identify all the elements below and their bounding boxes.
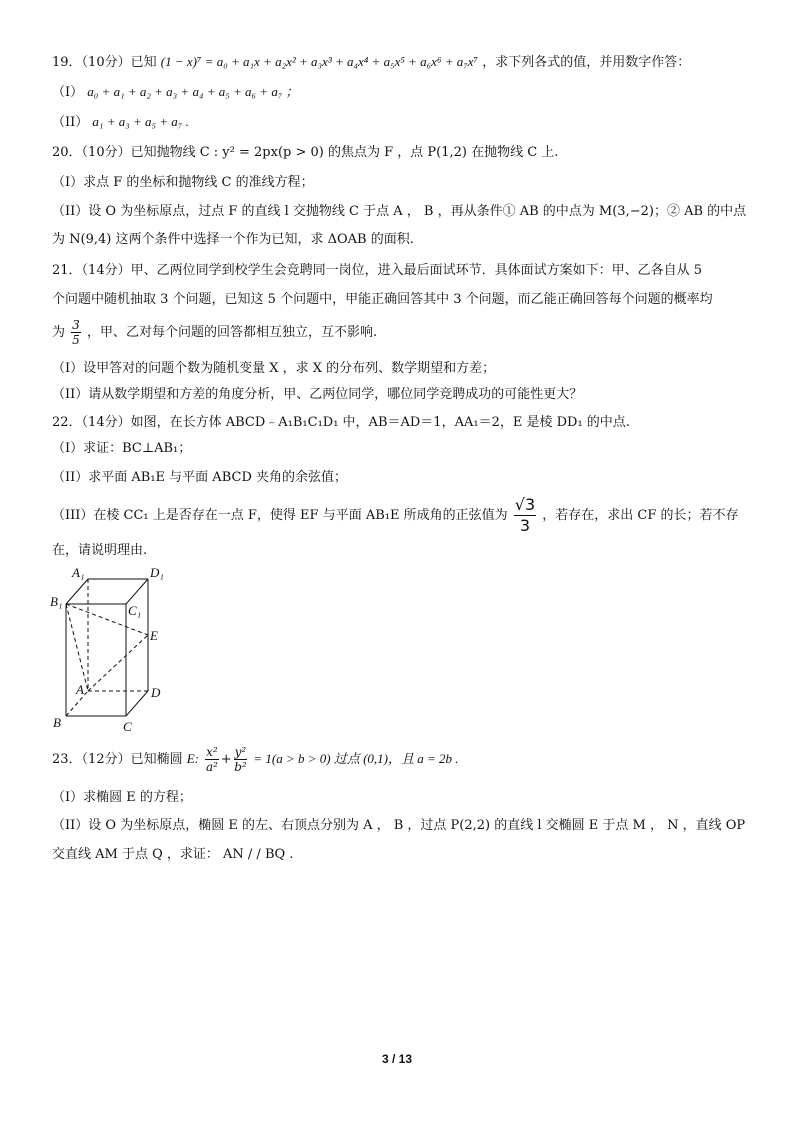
q22-stem: 22．（14分）如图，在长方体 ABCD﹣A₁B₁C₁D₁ 中，AB＝AD＝1，AA₁＝2，E 是棱 DD₁ 的中点. <box>52 415 630 430</box>
q21-stem-line2: 个问题中随机抽取 3 个问题，已知这 5 个问题中，甲能正确回答其中 3 个问题，而乙能正确回答每个问题的概率均 <box>52 292 713 307</box>
q22-part2: （II）求平面 AB₁E 与平面 ABCD 夹角的余弦值； <box>52 470 347 485</box>
q19-stem <box>52 52 754 73</box>
q19-tail: ，求下列各式的值，并用数字作答： <box>482 55 691 70</box>
q23-fraction-x <box>205 745 219 774</box>
q19-part2-expr: a₁ + a₃ + a₅ + a₇ . <box>92 114 189 129</box>
q20-stem: 20．（10分）已知抛物线 C : y² = 2px(p > 0) 的焦点为 F ，点 P(1,2) 在抛物线 C 上. <box>52 145 559 160</box>
q19-part1-expr: a₀ + a₁ + a₂ + a₃ + a₄ + a₅ + a₆ + a₇ ； <box>87 84 299 99</box>
q21-fraction-num: 3 <box>72 318 80 332</box>
q23-ellipse-name: E: <box>186 751 200 766</box>
label-D1: D₁ <box>150 566 164 580</box>
q23-head: 23．（12分）已知椭圆 <box>52 752 183 767</box>
q22-part3 <box>52 494 754 538</box>
q21-fraction <box>71 318 81 347</box>
q20-part1: （I）求点 F 的坐标和抛物线 C 的准线方程； <box>52 175 314 190</box>
label-D: D <box>151 685 161 700</box>
q19-part2-label: （II） <box>52 115 89 130</box>
label-B1: B₁ <box>50 594 63 609</box>
q21-line3-post: ，甲、乙对每个问题的回答都相互独立，互不影响. <box>86 325 378 340</box>
q23-fraction-y-num: y² <box>234 745 247 759</box>
label-B: B <box>53 715 61 730</box>
q23-stem: 23．（12分）已知椭圆 E: $\frac{\text{x²}}{\text{a²}}$ + $\frac{\text{y²}}{\text{b²}}$ = 1(a > b > 0) 过点 (0,1)，且 a = 2b . <box>52 745 459 774</box>
label-C: C <box>123 719 132 734</box>
segment-AE-hidden <box>88 635 148 691</box>
label-E: E <box>150 628 158 643</box>
q23-part2-line2: 交直线 AM 于点 Q ，求证： AN / / BQ . <box>52 847 294 862</box>
q22-part3-post: ，若存在，求出 CF 的长；若不存 <box>542 508 739 523</box>
q19-head: 19．（10分）已知 <box>52 55 157 70</box>
q19-part1 <box>52 82 754 103</box>
q21-stem-line3 <box>52 316 754 350</box>
q19-part1-label: （I） <box>52 85 84 100</box>
q21-part1: （I）设甲答对的问题个数为随机变量 X ，求 X 的分布列、数学期望和方差； <box>52 361 496 376</box>
q19-formula: (1 − x)⁷ = a₀ + a₁x + a₂x² + a₃x³ + a₄x⁴ + a₅x⁵ + a₆x⁶ + a₇x⁷ <box>160 54 479 69</box>
page-number: 3 / 13 <box>381 1052 413 1066</box>
q21-line3-pre: 为 <box>52 325 66 340</box>
q20-part2-line1: （II）设 O 为坐标原点，过点 F 的直线 l 交抛物线 C 于点 A ， B ，再从条件① AB 的中点为 M(3,−2)；② AB 的中点 <box>52 204 747 219</box>
q23-fraction-y <box>234 745 248 774</box>
q23-fraction-y-den: b² <box>234 760 247 774</box>
q23-ellipse-tail: = 1(a > b > 0) 过点 (0,1)，且 a = 2b . <box>253 751 459 766</box>
q22-sqrt-num: √3 <box>514 495 536 514</box>
q19-part2 <box>52 112 754 133</box>
q21-stem-line1: 21．（14分）甲、乙两位同学到校学生会竞聘同一岗位，进入最后面试环节．具体面试方案如下：甲、乙各自从 5 <box>52 263 702 278</box>
q21-part2: （II）请从数学期望和方差的角度分析，甲、乙两位同学，哪位同学竞聘成功的可能性更大？ <box>52 387 583 402</box>
label-C1: C₁ <box>128 603 142 618</box>
edge-CD <box>126 691 148 716</box>
q22-sqrt-fraction <box>514 495 536 536</box>
segment-B1A-hidden <box>66 604 88 691</box>
q23-part1: （I）求椭圆 E 的方程； <box>52 790 192 805</box>
q23-part2-line1: （II）设 O 为坐标原点，椭圆 E 的左、右顶点分别为 A ， B ，过点 P(2,2) 的直线 l 交椭圆 E 于点 M ， N ，直线 OP <box>52 818 746 833</box>
q20-part2-line2: 为 N(9,4) 这两个条件中选择一个作为已知，求 ΔOAB 的面积. <box>52 232 414 247</box>
cuboid-diagram <box>48 566 178 736</box>
q22-part1: （I）求证：BC⊥AB₁； <box>52 441 192 456</box>
edge-D1C1 <box>126 579 148 604</box>
label-A1: A₁ <box>72 566 85 580</box>
q21-fraction-den: 5 <box>72 333 80 347</box>
q22-part3-end: 在，请说明理由. <box>52 543 148 558</box>
edge-B1A1 <box>66 579 88 604</box>
q23-fraction-x-den: a² <box>205 760 218 774</box>
q23-fraction-x-num: x² <box>206 745 218 759</box>
q22-sqrt-den: 3 <box>519 516 531 535</box>
q22-part3-pre: （III）在棱 CC₁ 上是否存在一点 F，使得 EF 与平面 AB₁E 所成角的正弦值为 <box>52 508 508 523</box>
label-A: A <box>76 682 84 697</box>
